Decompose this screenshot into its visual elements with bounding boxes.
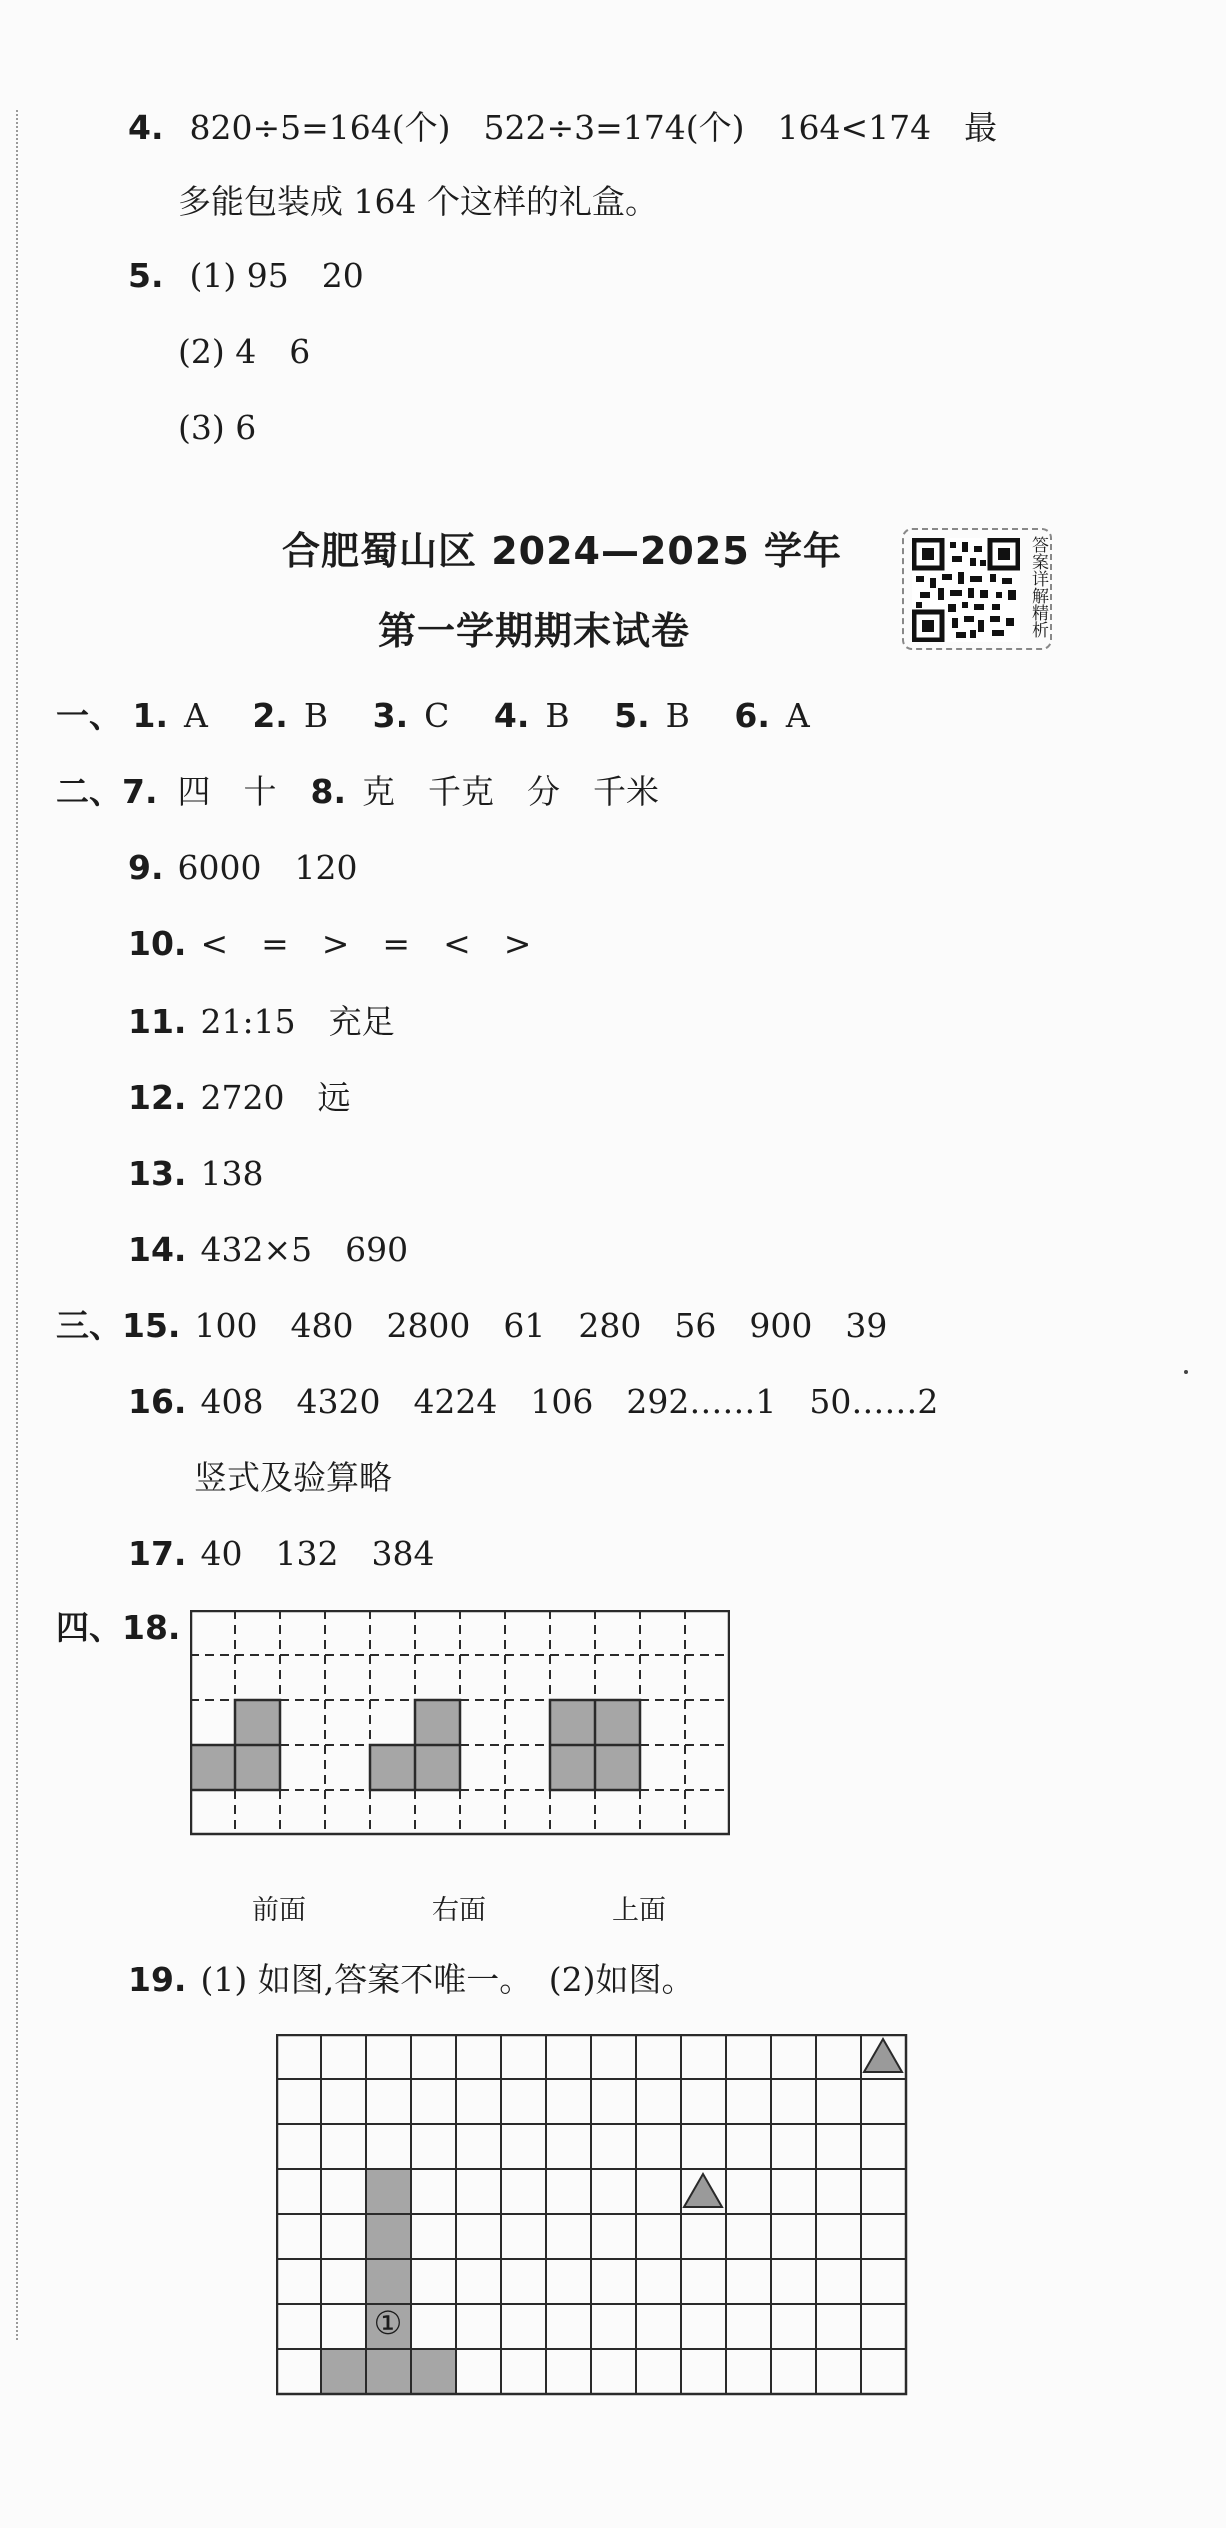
q18-label-line [56,1606,180,1650]
s1-q2-answer: B [303,696,329,735]
q11-number: 11. [128,1002,187,1041]
q16-line [128,1380,938,1424]
qr-caption: 答案详解精析 [1028,536,1048,638]
shaded-shape [321,2169,456,2394]
q13-answer: 138 [200,1154,264,1193]
s1-q3-number: 3. [372,696,409,735]
section-2-label: 二、 [56,772,122,811]
q10-line [128,922,531,966]
q4-line2: 多能包装成 164 个这样的礼盒。 [178,182,658,221]
q16-answer: 408 4320 4224 106 292……1 50……2 [200,1382,939,1421]
view-label-top: 上面 [612,1895,666,1926]
q9-number: 9. [128,848,164,887]
section-1-label: 一、 [56,696,122,735]
three-views-grid [190,1610,730,1850]
exam-subtitle: 第一学期期末试卷 [378,609,691,653]
s1-q6-number: 6. [734,696,770,735]
q14-answer: 432×5 690 [200,1230,409,1269]
q5-line1 [128,254,364,298]
q4-answer: 820÷5=164(个) 522÷3=174(个) 164<174 最 [189,108,998,147]
q7-number: 7. [122,772,158,811]
q19-answer: (1) 如图,答案不唯一。 (2)如图。 [200,1960,695,1999]
section-1-answers [56,694,810,738]
binding-margin-line [16,110,18,2340]
q9-line [128,846,357,890]
s1-q3-answer: C [424,696,450,735]
shape-marker-label: ① [373,2304,403,2342]
q8-number: 8. [310,772,346,811]
q10-number: 10. [128,924,187,963]
position-grid [276,2034,916,2396]
qr-code-icon [912,538,1020,642]
exam-title: 合肥蜀山区 2024—2025 学年 [282,529,842,573]
q14-line [128,1228,408,1272]
q15-number: 15. [122,1306,181,1345]
s1-q5-number: 5. [614,696,650,735]
s1-q1-number: 1. [132,696,168,735]
q16-number: 16. [128,1382,187,1421]
q15-answer: 100 480 2800 61 280 56 900 39 [194,1306,888,1345]
q8-answer: 克 千克 分 千米 [362,772,659,811]
q17-number: 17. [128,1534,187,1573]
q5-answer-3: (3) 6 [178,408,257,447]
s1-q6-answer: A [785,696,810,735]
section-3-label: 三、 [56,1306,122,1345]
s1-q2-number: 2. [252,696,288,735]
triangle-icon [684,2174,722,2207]
q7-answer: 四 十 [177,772,277,811]
q5-answer-2: (2) 4 6 [178,332,311,371]
q12-line [128,1076,350,1120]
q9-answer: 6000 120 [177,848,358,887]
q11-line [128,1000,395,1044]
q17-answer: 40 132 384 [200,1534,435,1573]
q13-line [128,1152,263,1196]
q14-number: 14. [128,1230,187,1269]
stray-dot [1184,1370,1188,1374]
triangle-icon [864,2039,902,2072]
qr-code-box[interactable] [902,528,1052,650]
q5-answer-1: (1) 95 20 [189,256,364,295]
q16-note: 竖式及验算略 [194,1458,392,1497]
q13-number: 13. [128,1154,187,1193]
section-4-label: 四、 [56,1608,122,1647]
q18-number: 18. [122,1608,181,1647]
q4-number: 4. [128,108,164,147]
view-label-front: 前面 [252,1895,306,1926]
q10-answer: < = > = < > [200,924,532,963]
q12-answer: 2720 远 [200,1078,351,1117]
section-2-line1 [56,770,659,814]
q4-line1 [128,106,997,150]
q5-number: 5. [128,256,164,295]
s1-q4-answer: B [545,696,570,735]
view-label-right: 右面 [432,1895,486,1926]
q15-line [56,1304,887,1348]
q19-number: 19. [128,1960,187,1999]
q12-number: 12. [128,1078,187,1117]
q11-answer: 21:15 充足 [200,1002,395,1041]
s1-q5-answer: B [665,696,690,735]
q19-line [128,1958,694,2002]
q17-line [128,1532,434,1576]
s1-q1-answer: A [184,696,208,735]
s1-q4-number: 4. [493,696,530,735]
